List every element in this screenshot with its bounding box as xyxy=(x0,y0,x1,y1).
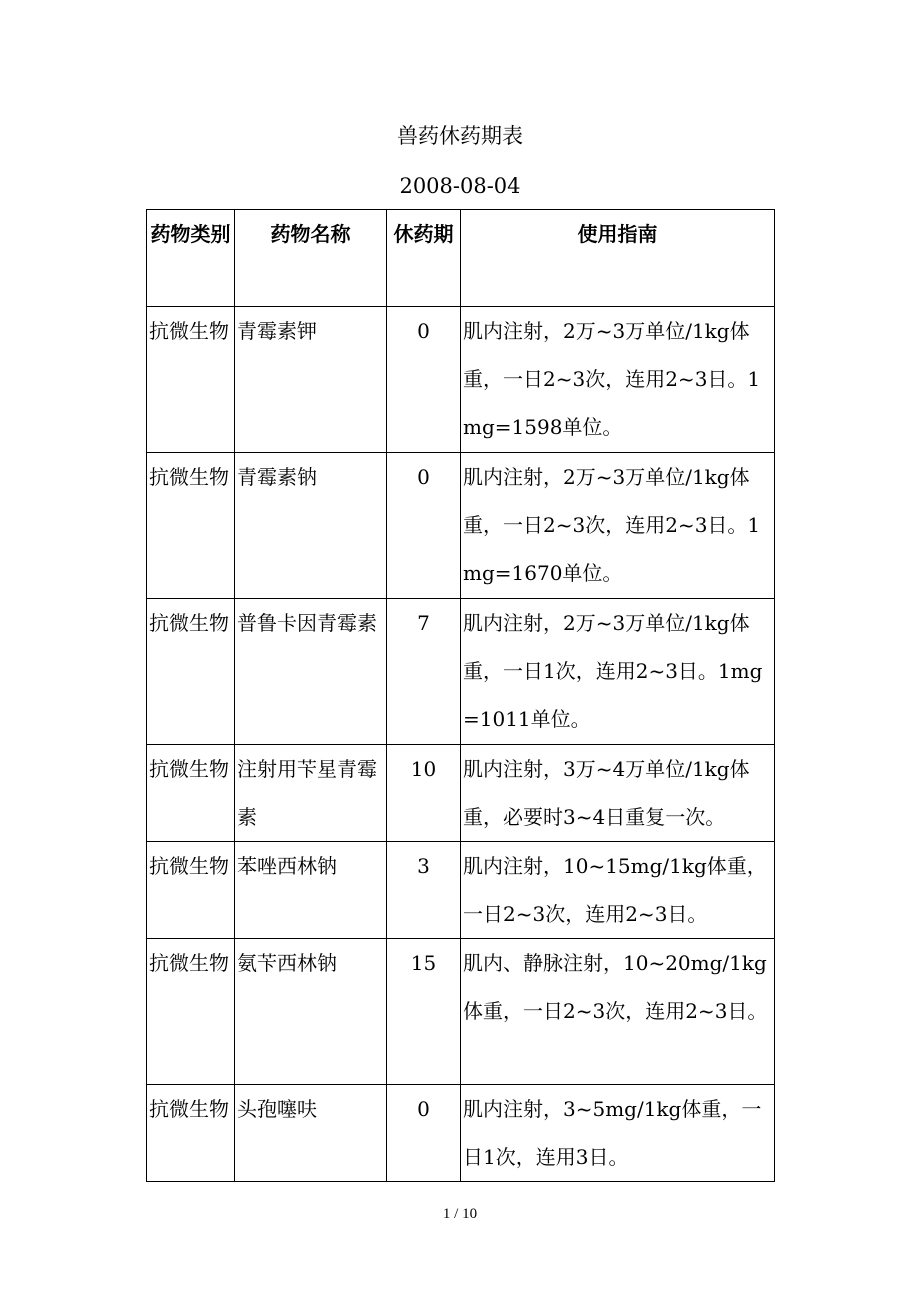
table-row xyxy=(147,939,775,1085)
header-period: 休药期 xyxy=(387,210,461,307)
cell-name: 普鲁卡因青霉素 xyxy=(235,599,387,745)
page-indicator: 1 / 10 xyxy=(442,1206,478,1222)
table-row xyxy=(147,842,775,939)
document-date: 2008-08-04 xyxy=(399,174,521,198)
drug-withdrawal-table xyxy=(146,209,775,1182)
cell-period: 15 xyxy=(387,939,461,1085)
cell-category: 抗微生物 xyxy=(147,1085,235,1182)
cell-guide: 肌内注射，2万~3万单位/1kg体重，一日2~3次，连用2~3日。1mg=1670单位。 xyxy=(461,453,775,599)
cell-period: 0 xyxy=(387,307,461,453)
cell-name: 注射用苄星青霉素 xyxy=(235,745,387,842)
cell-guide: 肌内注射，3万~4万单位/1kg体重，必要时3~4日重复一次。 xyxy=(461,745,775,842)
cell-category: 抗微生物 xyxy=(147,939,235,1085)
table-header-row xyxy=(147,210,775,307)
cell-guide: 肌内注射，2万~3万单位/1kg体重，一日1次，连用2~3日。1mg=1011单位。 xyxy=(461,599,775,745)
cell-category: 抗微生物 xyxy=(147,453,235,599)
table-row xyxy=(147,745,775,842)
cell-name: 头孢噻呋 xyxy=(235,1085,387,1182)
cell-guide: 肌内注射，2万~3万单位/1kg体重，一日2~3次，连用2~3日。1mg=1598单位。 xyxy=(461,307,775,453)
cell-name: 青霉素钾 xyxy=(235,307,387,453)
cell-name: 青霉素钠 xyxy=(235,453,387,599)
cell-category: 抗微生物 xyxy=(147,307,235,453)
header-name: 药物名称 xyxy=(235,210,387,307)
document-title: 兽药休药期表 xyxy=(397,124,523,148)
cell-category: 抗微生物 xyxy=(147,745,235,842)
cell-period: 7 xyxy=(387,599,461,745)
table-row xyxy=(147,453,775,599)
cell-period: 10 xyxy=(387,745,461,842)
header-guide: 使用指南 xyxy=(461,210,775,307)
table-row xyxy=(147,307,775,453)
cell-guide: 肌内注射，3~5mg/1kg体重，一日1次，连用3日。 xyxy=(461,1085,775,1182)
table-row xyxy=(147,1085,775,1182)
cell-period: 0 xyxy=(387,453,461,599)
table-row xyxy=(147,599,775,745)
cell-category: 抗微生物 xyxy=(147,842,235,939)
cell-category: 抗微生物 xyxy=(147,599,235,745)
cell-guide: 肌内、静脉注射，10~20mg/1kg体重，一日2~3次，连用2~3日。 xyxy=(461,939,775,1085)
cell-period: 3 xyxy=(387,842,461,939)
cell-guide: 肌内注射，10~15mg/1kg体重，一日2~3次，连用2~3日。 xyxy=(461,842,775,939)
cell-name: 氨苄西林钠 xyxy=(235,939,387,1085)
cell-period: 0 xyxy=(387,1085,461,1182)
header-category: 药物类别 xyxy=(147,210,235,307)
cell-name: 苯唑西林钠 xyxy=(235,842,387,939)
